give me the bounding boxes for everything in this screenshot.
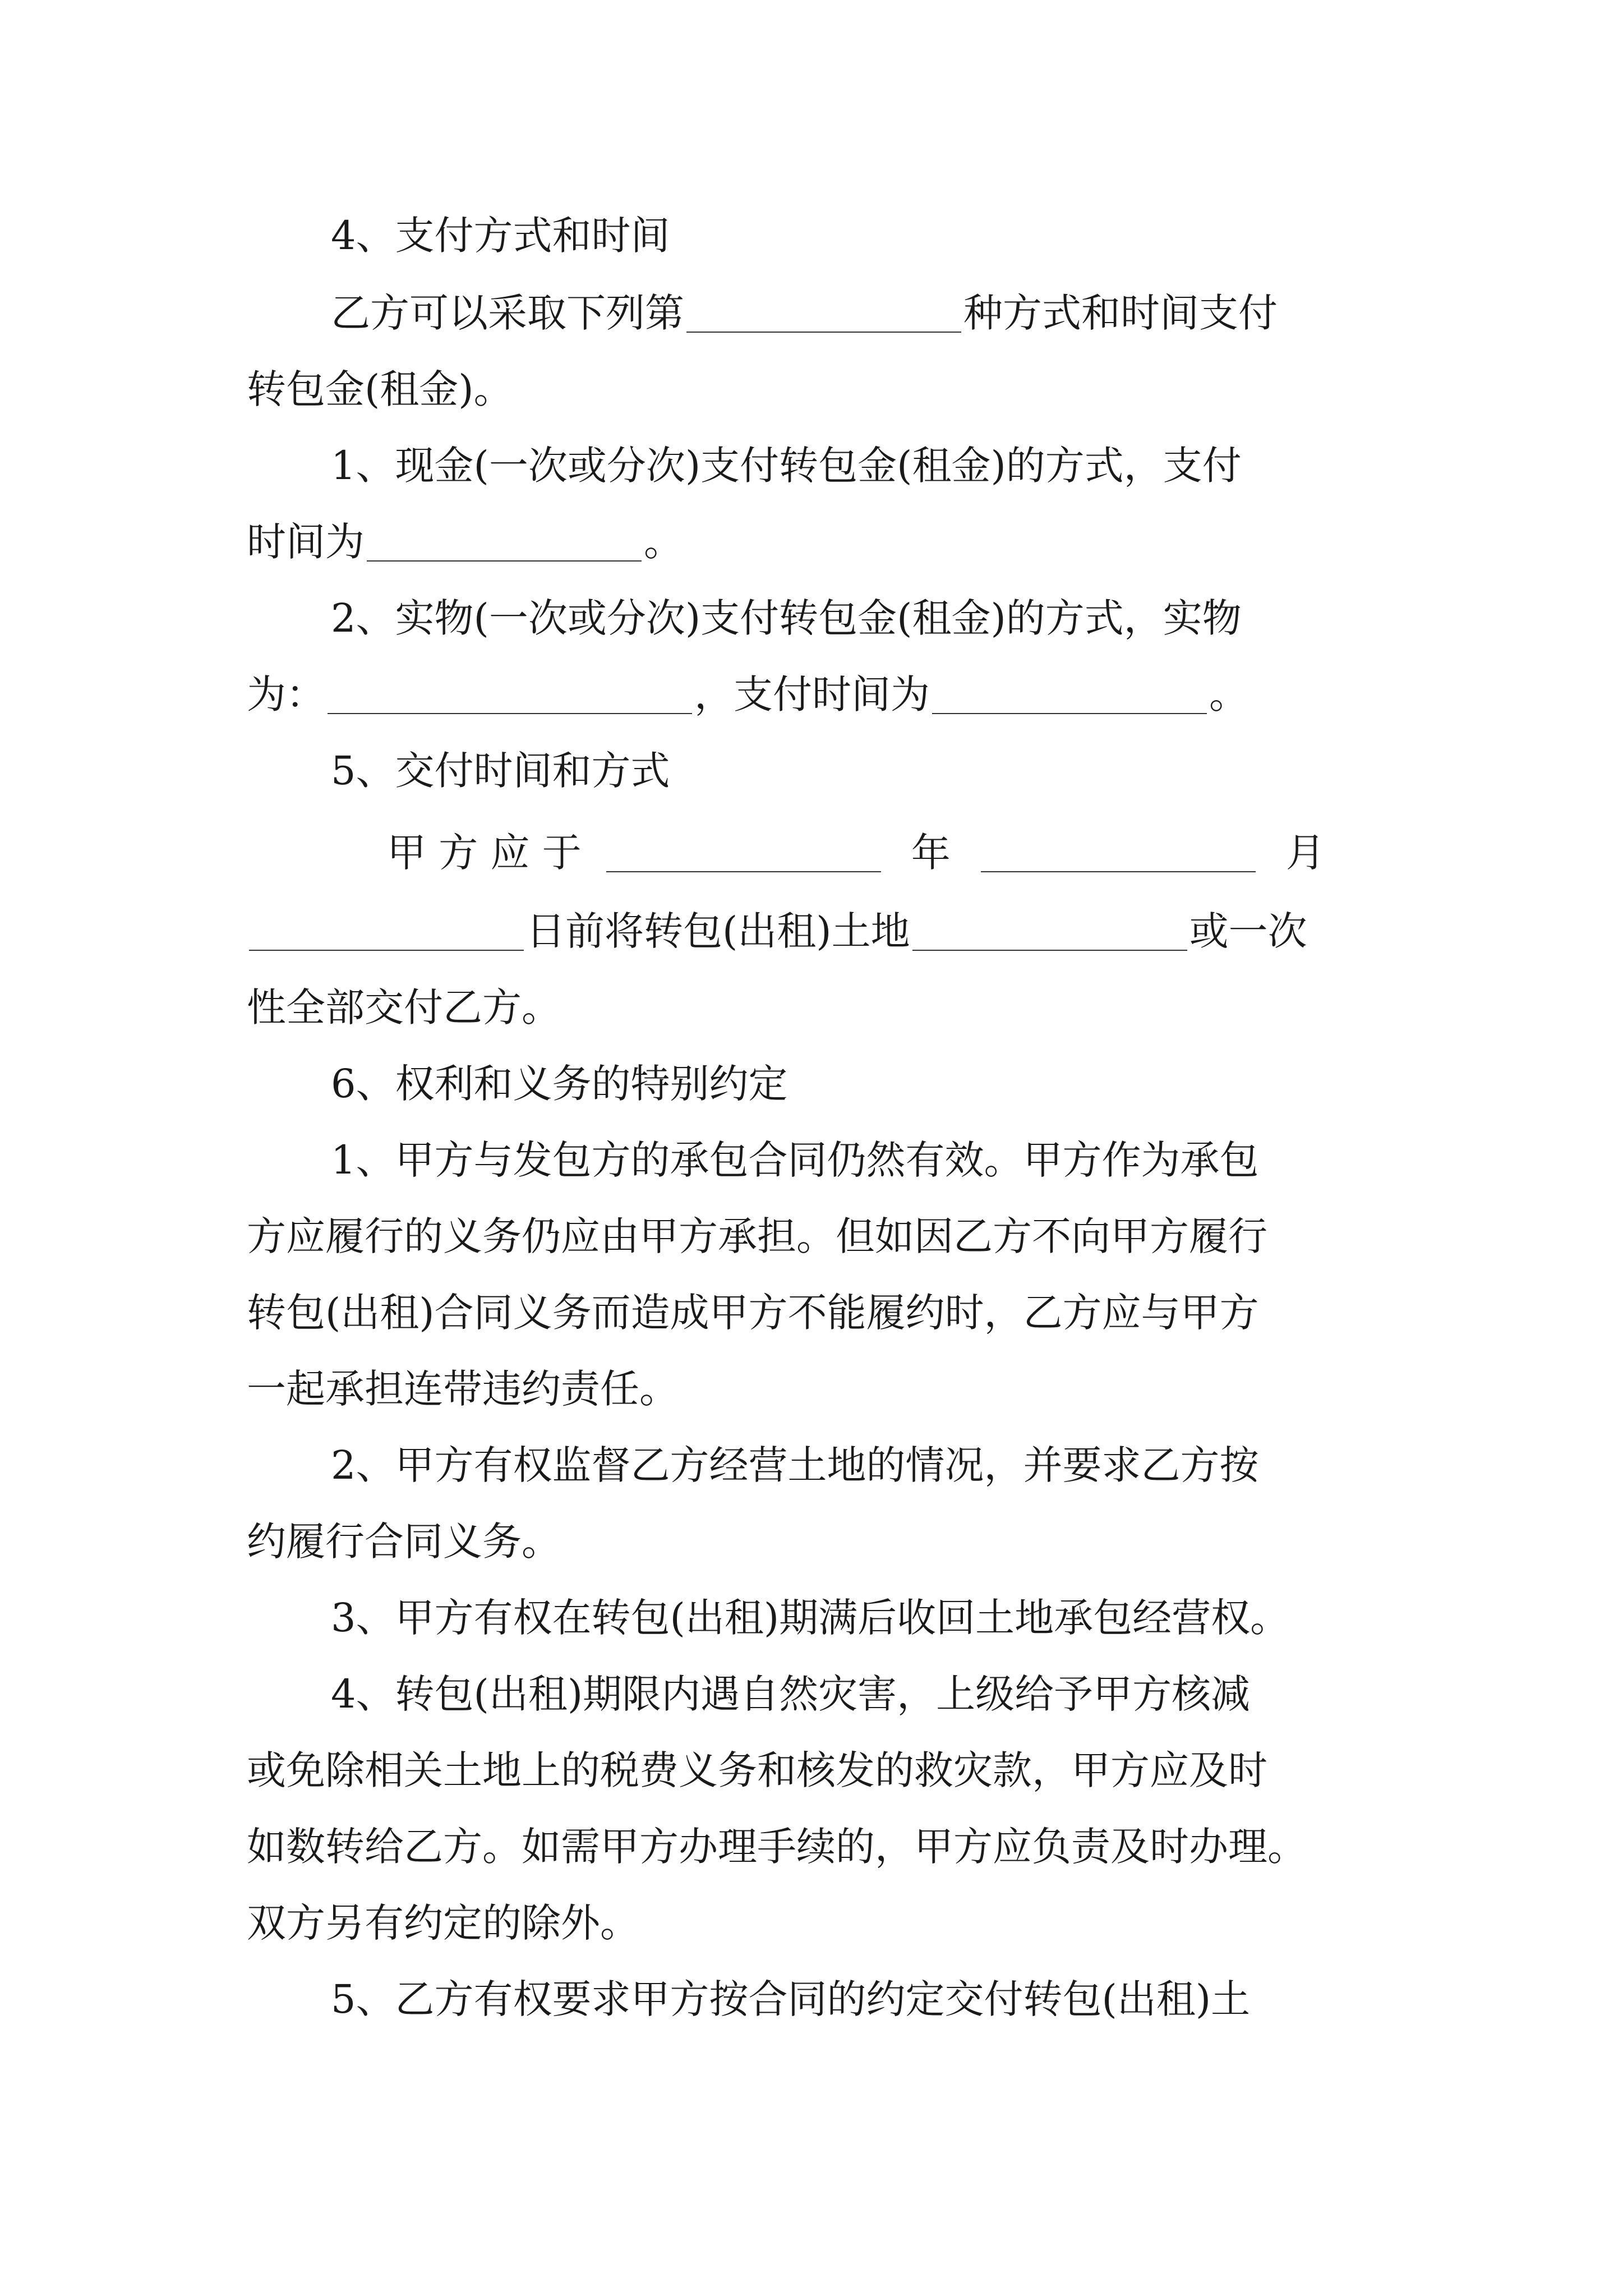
delivery-year-blank[interactable] xyxy=(606,840,881,872)
delivery-day-blank[interactable] xyxy=(249,918,524,951)
section-5-heading: 5、交付时间和方式 xyxy=(331,748,670,794)
right-4-line-2: 或免除相关土地上的税费义务和核发的救灾款，甲方应及时 xyxy=(247,1747,1267,1793)
delivery-day-line: 日前将转包(出租)土地 或一次 xyxy=(247,903,1307,959)
right-4-line-1: 4、转包(出租)期限内遇自然灾害，上级给予甲方核减 xyxy=(331,1671,1251,1717)
right-5-line-1: 5、乙方有权要求甲方按合同的约定交付转包(出租)土 xyxy=(331,1976,1251,2022)
payment-intro-line: 乙方可以采取下列第 种方式和时间支付 xyxy=(331,290,1278,336)
right-1-line-2: 方应履行的义务仍应由甲方承担。但如因乙方不向甲方履行 xyxy=(247,1213,1267,1259)
goods-time-blank[interactable] xyxy=(932,682,1207,714)
goods-payment-detail-line: 为： ，支付时间为 。 xyxy=(247,671,1248,717)
right-2-line-2: 约履行合同义务。 xyxy=(247,1519,561,1565)
right-1-line-1: 1、甲方与发包方的承包合同仍然有效。甲方作为承包 xyxy=(331,1137,1259,1183)
goods-blank[interactable] xyxy=(328,682,692,714)
right-4-line-4: 双方另有约定的除外。 xyxy=(247,1900,639,1946)
delivery-land-blank[interactable] xyxy=(912,918,1187,951)
delivery-month-blank[interactable] xyxy=(981,840,1256,872)
payment-intro-line-2: 转包金(租金)。 xyxy=(247,366,513,412)
right-1-line-4: 一起承担连带违约责任。 xyxy=(247,1366,679,1412)
delivery-date-line: 甲 方 应 于 年 月 xyxy=(387,830,1325,876)
cash-payment-line: 1、现金(一次或分次)支付转包金(租金)的方式，支付 xyxy=(331,443,1242,489)
cash-payment-time-line: 时间为 。 xyxy=(247,519,683,565)
payment-method-blank[interactable] xyxy=(686,300,961,333)
section-6-heading: 6、权利和义务的特别约定 xyxy=(331,1061,788,1107)
goods-payment-line: 2、实物(一次或分次)支付转包金(租金)的方式，实物 xyxy=(331,595,1242,641)
section-4-heading: 4、支付方式和时间 xyxy=(331,213,670,259)
delivery-end-line: 性全部交付乙方。 xyxy=(247,984,561,1030)
cash-time-blank[interactable] xyxy=(367,529,642,562)
right-2-line-1: 2、甲方有权监督乙方经营土地的情况，并要求乙方按 xyxy=(331,1442,1259,1488)
right-1-line-3: 转包(出租)合同义务而造成甲方不能履约时，乙方应与甲方 xyxy=(247,1290,1259,1336)
right-3-line-1: 3、甲方有权在转包(出租)期满后收回土地承包经营权。 xyxy=(331,1595,1290,1641)
right-4-line-3: 如数转给乙方。如需甲方办理手续的，甲方应负责及时办理。 xyxy=(247,1824,1307,1870)
